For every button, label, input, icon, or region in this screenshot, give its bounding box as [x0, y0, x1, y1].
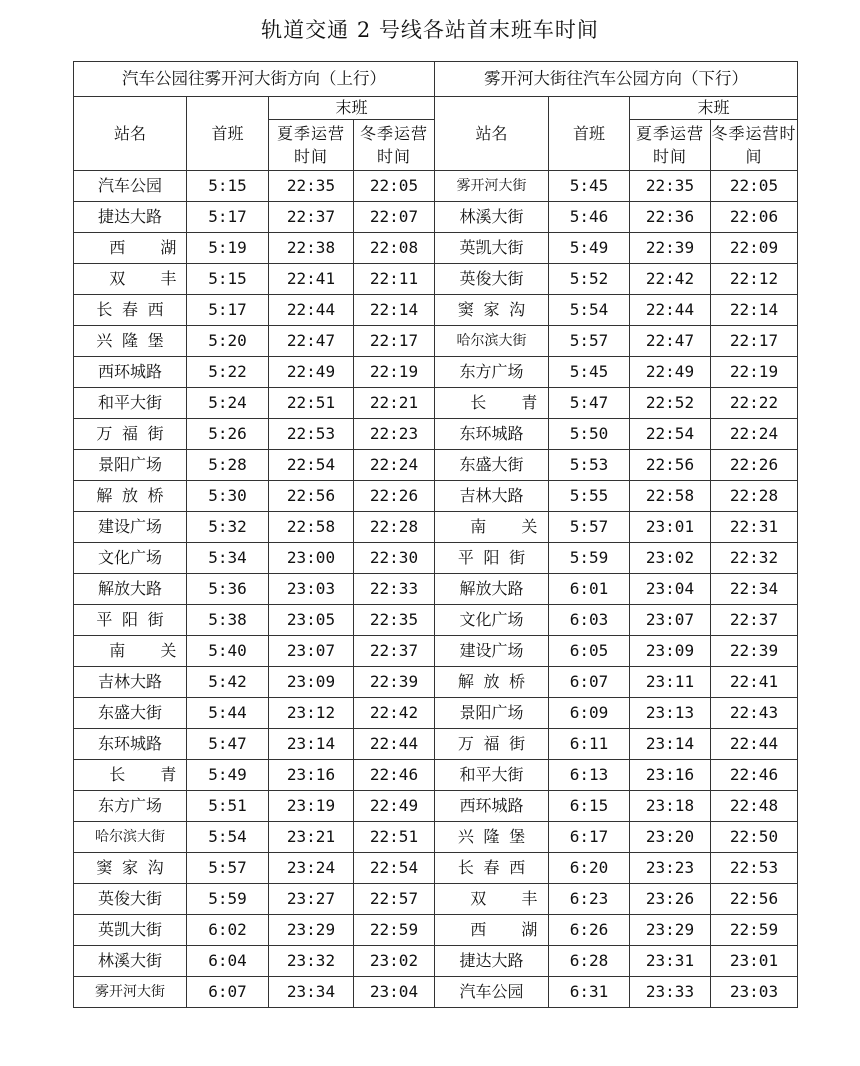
up-first-train: 5:15 [187, 264, 269, 295]
down-winter-last-train: 22:12 [711, 264, 798, 295]
up-summer-last-train: 22:49 [269, 357, 354, 388]
up-summer-last-train: 22:35 [269, 171, 354, 202]
down-winter-last-train: 22:56 [711, 884, 798, 915]
up-winter-last-train: 22:51 [354, 822, 435, 853]
down-station-name: 长青 [435, 388, 549, 419]
up-winter-last-train: 22:08 [354, 233, 435, 264]
down-summer-last-train: 22:49 [630, 357, 711, 388]
down-winter-last-train: 22:43 [711, 698, 798, 729]
down-winter-last-train: 22:09 [711, 233, 798, 264]
up-first-train: 5:51 [187, 791, 269, 822]
down-winter-last-train: 22:39 [711, 636, 798, 667]
down-station-header: 站名 [435, 97, 549, 171]
down-station-name: 双丰 [435, 884, 549, 915]
down-first-train: 5:50 [549, 419, 630, 450]
up-summer-last-train: 23:05 [269, 605, 354, 636]
down-winter-last-train: 22:41 [711, 667, 798, 698]
up-station-name: 吉林大路 [74, 667, 187, 698]
schedule-table [73, 61, 798, 1008]
up-station-name: 英凯大街 [74, 915, 187, 946]
up-station-name: 捷达大路 [74, 202, 187, 233]
down-winter-last-train: 22:24 [711, 419, 798, 450]
table-row [74, 791, 798, 822]
down-station-name: 汽车公园 [435, 977, 549, 1008]
up-winter-last-train: 22:23 [354, 419, 435, 450]
up-summer-last-train: 23:27 [269, 884, 354, 915]
table-row [74, 636, 798, 667]
down-winter-last-train: 22:37 [711, 605, 798, 636]
down-winter-last-train: 22:22 [711, 388, 798, 419]
table-row [74, 574, 798, 605]
down-first-train: 5:49 [549, 233, 630, 264]
down-summer-last-train: 23:18 [630, 791, 711, 822]
down-first-train: 5:55 [549, 481, 630, 512]
down-station-name: 西环城路 [435, 791, 549, 822]
up-station-name: 万福街 [74, 419, 187, 450]
up-winter-last-train: 22:49 [354, 791, 435, 822]
down-first-train: 6:01 [549, 574, 630, 605]
down-summer-last-train: 23:29 [630, 915, 711, 946]
up-winter-last-train: 23:02 [354, 946, 435, 977]
up-summer-last-train: 23:34 [269, 977, 354, 1008]
up-summer-last-train: 22:53 [269, 419, 354, 450]
up-summer-last-train: 23:09 [269, 667, 354, 698]
table-row [74, 388, 798, 419]
down-winter-last-train: 22:32 [711, 543, 798, 574]
up-summer-header: 夏季运营时间 [269, 120, 354, 171]
down-summer-header: 夏季运营时间 [630, 120, 711, 171]
table-row [74, 667, 798, 698]
down-winter-last-train: 22:44 [711, 729, 798, 760]
down-station-name: 万福街 [435, 729, 549, 760]
down-station-name: 平阳街 [435, 543, 549, 574]
up-first-train: 5:24 [187, 388, 269, 419]
down-winter-last-train: 22:17 [711, 326, 798, 357]
table-row [74, 233, 798, 264]
down-first-train: 5:45 [549, 171, 630, 202]
table-row [74, 760, 798, 791]
table-row [74, 605, 798, 636]
table-row [74, 450, 798, 481]
down-station-name: 长春西 [435, 853, 549, 884]
up-station-name: 雾开河大街 [74, 977, 187, 1008]
up-summer-last-train: 23:07 [269, 636, 354, 667]
table-row [74, 419, 798, 450]
down-summer-last-train: 23:13 [630, 698, 711, 729]
table-row [74, 295, 798, 326]
down-winter-last-train: 22:14 [711, 295, 798, 326]
down-winter-last-train: 22:50 [711, 822, 798, 853]
down-first-train: 6:31 [549, 977, 630, 1008]
up-summer-last-train: 23:29 [269, 915, 354, 946]
up-first-train: 5:19 [187, 233, 269, 264]
up-winter-last-train: 22:37 [354, 636, 435, 667]
up-station-name: 景阳广场 [74, 450, 187, 481]
up-summer-last-train: 23:24 [269, 853, 354, 884]
down-winter-last-train: 23:01 [711, 946, 798, 977]
up-station-name: 哈尔滨大街 [74, 822, 187, 853]
up-station-name: 东方广场 [74, 791, 187, 822]
down-first-train: 5:47 [549, 388, 630, 419]
up-winter-last-train: 22:17 [354, 326, 435, 357]
down-summer-last-train: 23:07 [630, 605, 711, 636]
down-summer-last-train: 23:04 [630, 574, 711, 605]
down-station-name: 林溪大街 [435, 202, 549, 233]
down-summer-last-train: 23:11 [630, 667, 711, 698]
up-station-name: 长春西 [74, 295, 187, 326]
down-first-train: 6:20 [549, 853, 630, 884]
up-direction-header: 汽车公园往雾开河大街方向（上行） [74, 62, 435, 97]
down-first-train: 6:09 [549, 698, 630, 729]
up-first-train: 5:40 [187, 636, 269, 667]
down-winter-last-train: 22:06 [711, 202, 798, 233]
up-winter-last-train: 22:42 [354, 698, 435, 729]
down-first-train: 5:46 [549, 202, 630, 233]
up-summer-last-train: 23:03 [269, 574, 354, 605]
up-winter-last-train: 22:24 [354, 450, 435, 481]
down-summer-last-train: 22:36 [630, 202, 711, 233]
down-winter-last-train: 22:31 [711, 512, 798, 543]
up-summer-last-train: 23:32 [269, 946, 354, 977]
up-summer-last-train: 22:38 [269, 233, 354, 264]
down-first-train: 5:52 [549, 264, 630, 295]
down-first-train: 6:15 [549, 791, 630, 822]
up-station-name: 东盛大街 [74, 698, 187, 729]
down-summer-last-train: 23:01 [630, 512, 711, 543]
down-summer-last-train: 23:16 [630, 760, 711, 791]
table-row [74, 698, 798, 729]
up-station-name: 英俊大街 [74, 884, 187, 915]
up-station-name: 和平大街 [74, 388, 187, 419]
up-winter-last-train: 22:07 [354, 202, 435, 233]
up-first-train: 5:17 [187, 295, 269, 326]
up-station-name: 东环城路 [74, 729, 187, 760]
up-station-name: 长青 [74, 760, 187, 791]
up-summer-last-train: 22:56 [269, 481, 354, 512]
up-winter-last-train: 22:14 [354, 295, 435, 326]
down-first-train: 6:03 [549, 605, 630, 636]
down-first-train: 6:07 [549, 667, 630, 698]
up-first-train: 5:49 [187, 760, 269, 791]
up-winter-last-train: 22:35 [354, 605, 435, 636]
down-station-name: 东盛大街 [435, 450, 549, 481]
up-station-header: 站名 [74, 97, 187, 171]
up-winter-header: 冬季运营时间 [354, 120, 435, 171]
table-row [74, 357, 798, 388]
down-summer-last-train: 23:09 [630, 636, 711, 667]
up-first-train: 5:15 [187, 171, 269, 202]
up-winter-last-train: 22:39 [354, 667, 435, 698]
down-summer-last-train: 22:56 [630, 450, 711, 481]
down-station-name: 建设广场 [435, 636, 549, 667]
up-winter-last-train: 22:19 [354, 357, 435, 388]
up-station-name: 双丰 [74, 264, 187, 295]
down-first-train-header: 首班 [549, 97, 630, 171]
down-station-name: 兴隆堡 [435, 822, 549, 853]
up-summer-last-train: 23:16 [269, 760, 354, 791]
down-summer-last-train: 22:39 [630, 233, 711, 264]
down-station-name: 文化广场 [435, 605, 549, 636]
up-station-name: 解放桥 [74, 481, 187, 512]
down-direction-header: 雾开河大街往汽车公园方向（下行） [435, 62, 798, 97]
up-first-train: 5:34 [187, 543, 269, 574]
down-station-name: 捷达大路 [435, 946, 549, 977]
up-first-train: 5:30 [187, 481, 269, 512]
up-station-name: 解放大路 [74, 574, 187, 605]
down-winter-last-train: 22:34 [711, 574, 798, 605]
up-winter-last-train: 22:05 [354, 171, 435, 202]
down-first-train: 5:57 [549, 512, 630, 543]
up-first-train: 5:20 [187, 326, 269, 357]
down-first-train: 6:11 [549, 729, 630, 760]
up-first-train: 5:26 [187, 419, 269, 450]
down-first-train: 5:54 [549, 295, 630, 326]
down-first-train: 6:26 [549, 915, 630, 946]
down-summer-last-train: 23:02 [630, 543, 711, 574]
down-summer-last-train: 22:35 [630, 171, 711, 202]
down-station-name: 南关 [435, 512, 549, 543]
up-summer-last-train: 23:12 [269, 698, 354, 729]
up-first-train: 5:38 [187, 605, 269, 636]
up-first-train-header: 首班 [187, 97, 269, 171]
table-row [74, 946, 798, 977]
up-winter-last-train: 22:33 [354, 574, 435, 605]
down-summer-last-train: 22:54 [630, 419, 711, 450]
table-row [74, 481, 798, 512]
up-last-train-header: 末班 [269, 97, 435, 120]
down-station-name: 英俊大街 [435, 264, 549, 295]
down-first-train: 5:53 [549, 450, 630, 481]
up-winter-last-train: 22:54 [354, 853, 435, 884]
table-row [74, 543, 798, 574]
down-summer-last-train: 22:47 [630, 326, 711, 357]
table-row [74, 202, 798, 233]
down-first-train: 6:05 [549, 636, 630, 667]
down-station-name: 景阳广场 [435, 698, 549, 729]
down-station-name: 东方广场 [435, 357, 549, 388]
table-row [74, 884, 798, 915]
up-winter-last-train: 22:21 [354, 388, 435, 419]
table-row [74, 915, 798, 946]
down-first-train: 6:17 [549, 822, 630, 853]
down-station-name: 哈尔滨大街 [435, 326, 549, 357]
up-first-train: 5:17 [187, 202, 269, 233]
down-summer-last-train: 23:31 [630, 946, 711, 977]
down-first-train: 5:57 [549, 326, 630, 357]
table-row [74, 729, 798, 760]
down-first-train: 6:23 [549, 884, 630, 915]
up-summer-last-train: 22:44 [269, 295, 354, 326]
up-first-train: 6:07 [187, 977, 269, 1008]
up-station-name: 建设广场 [74, 512, 187, 543]
down-summer-last-train: 23:26 [630, 884, 711, 915]
up-summer-last-train: 23:19 [269, 791, 354, 822]
down-station-name: 和平大街 [435, 760, 549, 791]
up-station-name: 南关 [74, 636, 187, 667]
table-row [74, 977, 798, 1008]
up-first-train: 5:28 [187, 450, 269, 481]
down-winter-last-train: 22:48 [711, 791, 798, 822]
up-summer-last-train: 22:54 [269, 450, 354, 481]
up-station-name: 林溪大街 [74, 946, 187, 977]
down-winter-last-train: 22:05 [711, 171, 798, 202]
up-first-train: 5:44 [187, 698, 269, 729]
up-winter-last-train: 22:59 [354, 915, 435, 946]
down-winter-last-train: 22:46 [711, 760, 798, 791]
up-winter-last-train: 22:11 [354, 264, 435, 295]
up-first-train: 5:57 [187, 853, 269, 884]
table-row [74, 326, 798, 357]
down-first-train: 6:28 [549, 946, 630, 977]
table-row [74, 171, 798, 202]
down-station-name: 雾开河大街 [435, 171, 549, 202]
down-summer-last-train: 22:44 [630, 295, 711, 326]
down-winter-last-train: 22:28 [711, 481, 798, 512]
up-first-train: 6:04 [187, 946, 269, 977]
table-row [74, 264, 798, 295]
down-first-train: 6:13 [549, 760, 630, 791]
up-winter-last-train: 22:57 [354, 884, 435, 915]
up-winter-last-train: 22:30 [354, 543, 435, 574]
up-summer-last-train: 22:47 [269, 326, 354, 357]
down-station-name: 解放大路 [435, 574, 549, 605]
up-winter-last-train: 22:44 [354, 729, 435, 760]
up-summer-last-train: 23:00 [269, 543, 354, 574]
down-summer-last-train: 23:33 [630, 977, 711, 1008]
down-station-name: 东环城路 [435, 419, 549, 450]
up-winter-last-train: 22:46 [354, 760, 435, 791]
down-station-name: 窦家沟 [435, 295, 549, 326]
down-winter-last-train: 22:19 [711, 357, 798, 388]
up-first-train: 5:54 [187, 822, 269, 853]
down-first-train: 5:45 [549, 357, 630, 388]
table-row [74, 512, 798, 543]
page-title: 轨道交通 2 号线各站首末班车时间 [261, 18, 599, 42]
down-station-name: 解放桥 [435, 667, 549, 698]
down-winter-last-train: 22:26 [711, 450, 798, 481]
up-first-train: 5:42 [187, 667, 269, 698]
up-winter-last-train: 22:28 [354, 512, 435, 543]
up-first-train: 5:47 [187, 729, 269, 760]
up-summer-last-train: 23:21 [269, 822, 354, 853]
down-winter-last-train: 22:53 [711, 853, 798, 884]
down-summer-last-train: 22:42 [630, 264, 711, 295]
up-station-name: 汽车公园 [74, 171, 187, 202]
down-winter-last-train: 23:03 [711, 977, 798, 1008]
down-winter-last-train: 22:59 [711, 915, 798, 946]
up-station-name: 窦家沟 [74, 853, 187, 884]
down-last-train-header: 末班 [630, 97, 798, 120]
up-winter-last-train: 22:26 [354, 481, 435, 512]
up-first-train: 5:36 [187, 574, 269, 605]
up-first-train: 5:59 [187, 884, 269, 915]
down-winter-header: 冬季运营时间 [711, 120, 798, 171]
down-summer-last-train: 22:52 [630, 388, 711, 419]
up-summer-last-train: 23:14 [269, 729, 354, 760]
up-summer-last-train: 22:58 [269, 512, 354, 543]
up-station-name: 兴隆堡 [74, 326, 187, 357]
down-summer-last-train: 23:23 [630, 853, 711, 884]
up-station-name: 西环城路 [74, 357, 187, 388]
down-summer-last-train: 22:58 [630, 481, 711, 512]
up-station-name: 文化广场 [74, 543, 187, 574]
up-winter-last-train: 23:04 [354, 977, 435, 1008]
up-first-train: 6:02 [187, 915, 269, 946]
up-station-name: 平阳街 [74, 605, 187, 636]
down-summer-last-train: 23:20 [630, 822, 711, 853]
up-summer-last-train: 22:51 [269, 388, 354, 419]
up-first-train: 5:32 [187, 512, 269, 543]
up-summer-last-train: 22:41 [269, 264, 354, 295]
table-row [74, 822, 798, 853]
up-first-train: 5:22 [187, 357, 269, 388]
down-station-name: 西湖 [435, 915, 549, 946]
down-summer-last-train: 23:14 [630, 729, 711, 760]
down-first-train: 5:59 [549, 543, 630, 574]
table-row [74, 853, 798, 884]
up-summer-last-train: 22:37 [269, 202, 354, 233]
up-station-name: 西湖 [74, 233, 187, 264]
down-station-name: 吉林大路 [435, 481, 549, 512]
down-station-name: 英凯大街 [435, 233, 549, 264]
